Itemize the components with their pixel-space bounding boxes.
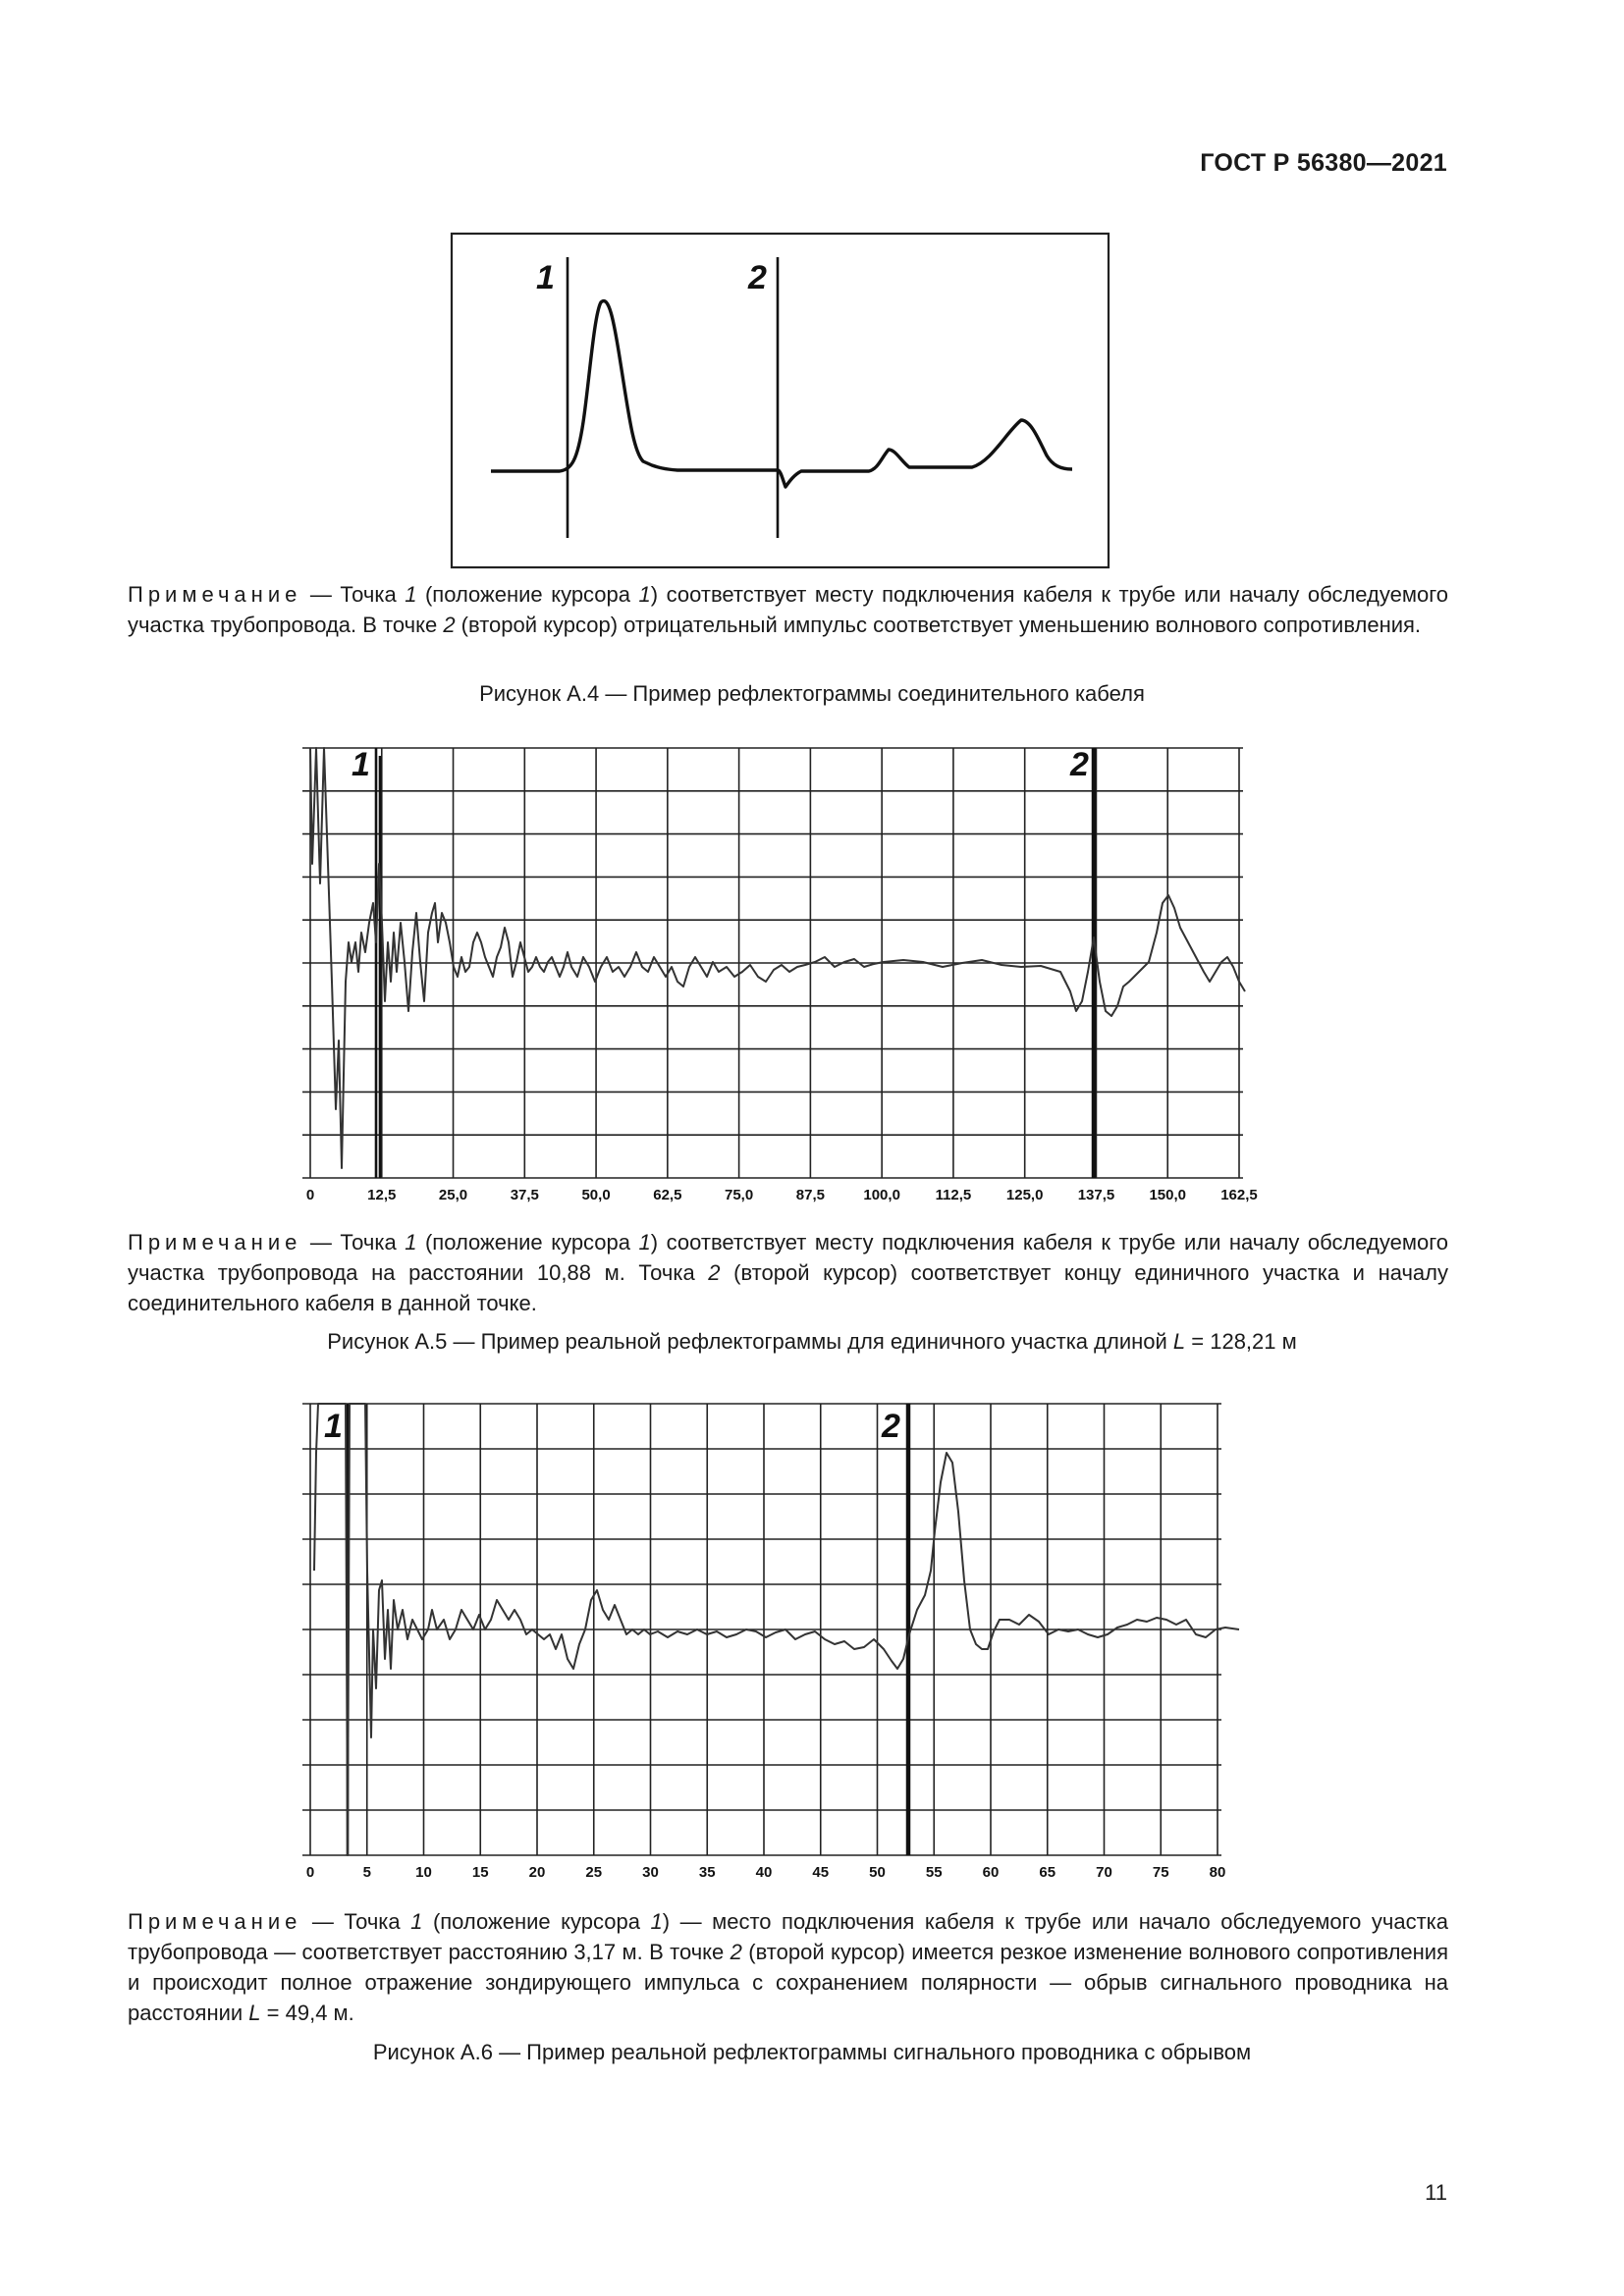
figure-a5-x-tick: 112,5 xyxy=(935,1187,972,1203)
figure-a6-note xyxy=(128,1906,1448,2028)
figure-a4-caption: Рисунок А.4 — Пример рефлектограммы соединительного кабеля xyxy=(479,681,1145,706)
figure-a6-x-tick: 70 xyxy=(1096,1864,1112,1881)
figure-a6-cursor-2-label: 2 xyxy=(882,1408,900,1445)
note-lead: Примечание xyxy=(128,1909,302,1934)
note-text: (положение курсора xyxy=(416,582,639,607)
document-header: ГОСТ Р 56380—2021 xyxy=(1200,149,1447,177)
note-italic: 2 xyxy=(708,1260,721,1285)
caption-italic: L xyxy=(1172,1329,1186,1354)
caption-text: = 128,21 м xyxy=(1185,1329,1297,1354)
figure-a5-x-tick: 50,0 xyxy=(581,1187,611,1203)
page-number: 11 xyxy=(1425,2180,1447,2205)
figure-a4-note xyxy=(128,579,1448,640)
figure-a6-caption: Рисунок А.6 — Пример реальной рефлектограммы сигнального проводника с обрывом xyxy=(372,2040,1252,2064)
figure-a4-frame xyxy=(452,234,1109,567)
figure-a5-trace xyxy=(310,748,1245,1168)
note-text: (положение курсора xyxy=(422,1909,651,1934)
note-lead: Примечание xyxy=(128,582,302,607)
figure-a6-x-tick: 40 xyxy=(755,1864,773,1881)
figure-a5-x-tick: 25,0 xyxy=(438,1187,468,1203)
figure-a5-x-tick: 75,0 xyxy=(725,1187,754,1203)
figure-a6-x-tick: 30 xyxy=(642,1864,659,1881)
figure-a5-x-tick: 0 xyxy=(305,1187,315,1203)
figure-a4-cursor-1-label: 1 xyxy=(536,259,555,296)
figure-a6-grid xyxy=(302,1404,1221,1855)
figure-a5-x-tick: 137,5 xyxy=(1077,1187,1115,1203)
note-italic: 1 xyxy=(650,1909,663,1934)
caption-text: Рисунок А.5 — Пример реальной рефлектограммы для единичного участка длиной xyxy=(327,1329,1173,1354)
figure-a6-x-tick: 75 xyxy=(1152,1864,1169,1881)
figure-a6-x-tick: 15 xyxy=(471,1864,489,1881)
figure-a5-cursor-1-label: 1 xyxy=(352,746,370,783)
figure-a6-x-tick: 25 xyxy=(585,1864,603,1881)
note-italic: 2 xyxy=(730,1940,742,1964)
note-italic: 1 xyxy=(405,582,417,607)
note-text: ) — место подключения кабеля к трубе или начало обследуемого участка трубопровода — соответствует расстоянию 3,17 м. В точке xyxy=(128,1909,1448,1964)
figure-a5-x-axis xyxy=(306,1187,1258,1203)
figure-a6-x-tick: 80 xyxy=(1209,1864,1226,1881)
note-text: ) соответствует месту подключения кабеля к трубе или началу обследуемого участка трубопровода. В точке xyxy=(128,582,1448,637)
figure-a4-cursor-2-label: 2 xyxy=(748,259,767,296)
note-text: ) соответствует месту подключения кабеля к трубе или началу обследуемого участка трубопровода на расстоянии 10,88 м. Точка xyxy=(128,1230,1448,1285)
figure-a6-trace xyxy=(314,1404,1239,1855)
note-italic: L xyxy=(248,2001,261,2025)
figure-a5-x-tick: 87,5 xyxy=(795,1187,825,1203)
figure-a6-x-tick: 55 xyxy=(925,1864,943,1881)
note-text: — Точка xyxy=(301,582,406,607)
figure-a6-x-tick: 45 xyxy=(812,1864,830,1881)
note-italic: 1 xyxy=(410,1909,423,1934)
figure-a5-note xyxy=(128,1227,1448,1318)
figure-a6-cursor-1-label: 1 xyxy=(324,1408,343,1445)
figure-a5-x-tick: 100,0 xyxy=(863,1187,900,1203)
figure-a6-x-tick: 0 xyxy=(305,1864,315,1881)
figure-a6-x-tick: 5 xyxy=(362,1864,371,1881)
figure-a5-cursor-2-label: 2 xyxy=(1070,746,1089,783)
figure-a5-x-tick: 62,5 xyxy=(653,1187,682,1203)
note-italic: 1 xyxy=(638,1230,651,1255)
note-italic: 1 xyxy=(405,1230,417,1255)
note-text: (второй курсор) соответствует концу единичного участка и началу соединительного кабеля в данной точке. xyxy=(128,1260,1449,1315)
figure-a5-x-tick: 125,0 xyxy=(1005,1187,1044,1203)
figure-a6-x-tick: 35 xyxy=(698,1864,716,1881)
note-italic: 1 xyxy=(638,582,651,607)
note-text: (второй курсор) имеется резкое изменение волнового сопротивления и происходит полное отражение зондирующего импульса с сохранением полярности — обрыв сигнального проводника на расстоянии xyxy=(128,1940,1448,2025)
note-text: (второй курсор) отрицательный импульс соответствует уменьшению волнового сопротивления. xyxy=(455,613,1422,637)
figure-a6-x-tick: 10 xyxy=(415,1864,432,1881)
note-text: — Точка xyxy=(301,1909,411,1934)
figure-a5-grid xyxy=(302,748,1243,1178)
figure-a5-x-tick: 37,5 xyxy=(510,1187,539,1203)
figure-a6-x-tick: 50 xyxy=(869,1864,886,1881)
note-italic: 2 xyxy=(443,613,456,637)
figure-a6-x-tick: 65 xyxy=(1039,1864,1056,1881)
figure-a6-x-tick: 60 xyxy=(982,1864,1000,1881)
note-text: = 49,4 м. xyxy=(260,2001,354,2025)
note-lead: Примечание xyxy=(128,1230,302,1255)
figure-a4-trace xyxy=(491,301,1072,487)
figure-a5-caption xyxy=(0,1329,1624,1355)
figure-a5-x-tick: 12,5 xyxy=(367,1187,397,1203)
figure-a5-x-tick: 150,0 xyxy=(1149,1187,1187,1203)
note-text: (положение курсора xyxy=(416,1230,639,1255)
figure-a6-x-axis xyxy=(306,1864,1226,1881)
figure-a6-x-tick: 20 xyxy=(528,1864,546,1881)
figure-a5-x-tick: 162,5 xyxy=(1220,1187,1258,1203)
note-text: — Точка xyxy=(301,1230,406,1255)
